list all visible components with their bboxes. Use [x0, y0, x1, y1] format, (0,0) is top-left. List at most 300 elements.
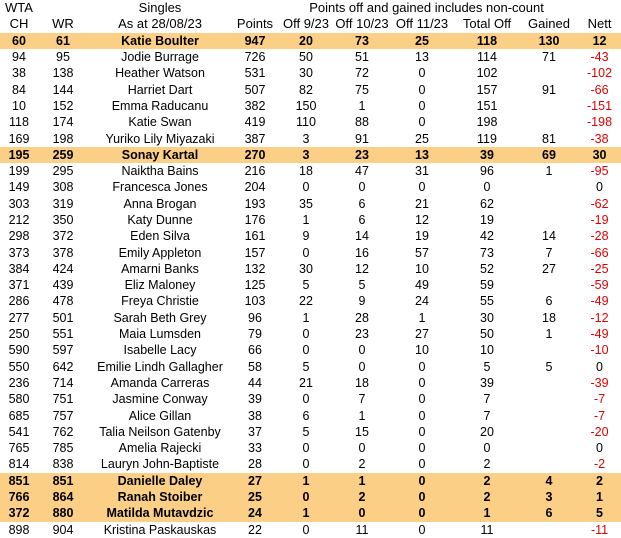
cell-wr: 319 — [52, 196, 74, 211]
cell-ch: 169 — [8, 131, 30, 146]
cell-off-9-23: 20 — [278, 33, 334, 49]
cell-off-10-23: 15 — [355, 424, 369, 439]
cell-gained — [520, 212, 578, 228]
cell-off-10-23: 9 — [358, 294, 366, 309]
cell-gained: 27 — [542, 261, 556, 276]
cell-off-10-23: 7 — [358, 392, 366, 407]
cell-ch: 766 — [0, 489, 38, 505]
cell-off-11-23: 10 — [415, 343, 429, 358]
cell-player-name: Matilda Mutavdzic — [88, 505, 232, 521]
cell-off-11-23: 13 — [390, 147, 454, 163]
cell-wr: 350 — [52, 213, 74, 227]
cell-nett: -38 — [590, 131, 609, 146]
cell-wr: 95 — [56, 50, 70, 65]
cell-player-name: Heather Watson — [115, 66, 205, 81]
table-row — [0, 505, 621, 521]
col-header-points: Points — [236, 16, 274, 32]
cell-points: 27 — [232, 473, 278, 489]
cell-wr: 757 — [52, 408, 74, 423]
cell-off-10-23: 47 — [355, 164, 369, 179]
cell-wr: 61 — [38, 33, 88, 49]
cell-off-9-23: 18 — [299, 164, 313, 179]
cell-off-11-23: 0 — [418, 424, 426, 439]
col-header-off-11-23: Off 11/23 — [395, 16, 449, 32]
cell-total-off: 39 — [480, 375, 494, 390]
header-wta: WTA — [5, 0, 33, 16]
cell-points: 103 — [244, 294, 266, 309]
cell-off-11-23: 13 — [415, 50, 429, 65]
cell-off-10-23: 23 — [334, 147, 390, 163]
cell-off-10-23: 1 — [334, 473, 390, 489]
table-row — [0, 407, 621, 423]
cell-player-name: Kristina Paskauskas — [103, 522, 217, 537]
cell-wr: 144 — [52, 82, 74, 97]
cell-nett: 0 — [596, 180, 603, 195]
table-row — [0, 130, 621, 146]
cell-total-off: 1 — [454, 505, 520, 521]
cell-player-name: Lauryn John-Baptiste — [100, 457, 220, 472]
cell-total-off: 10 — [480, 343, 494, 358]
cell-wr: 864 — [38, 489, 88, 505]
cell-nett: -7 — [593, 392, 606, 407]
cell-ch: 94 — [12, 50, 26, 65]
cell-off-10-23: 0 — [358, 359, 366, 374]
cell-off-11-23: 0 — [418, 441, 426, 456]
table-row — [0, 228, 621, 244]
cell-wr: 174 — [52, 115, 74, 130]
table-row — [0, 163, 621, 179]
cell-gained: 7 — [545, 245, 553, 260]
cell-off-10-23: 14 — [355, 229, 369, 244]
cell-ch: 550 — [8, 359, 30, 374]
cell-off-10-23: 0 — [358, 343, 366, 358]
cell-ch: 118 — [9, 115, 29, 130]
cell-wr: 372 — [52, 229, 74, 244]
cell-off-10-23: 5 — [358, 278, 366, 293]
cell-off-10-23: 11 — [355, 522, 369, 537]
cell-wr: 424 — [52, 261, 74, 276]
cell-wr: 904 — [52, 522, 74, 537]
cell-player-name: Katy Dunne — [127, 213, 193, 227]
cell-off-9-23: 3 — [302, 131, 310, 146]
table-body — [0, 33, 621, 538]
cell-gained: 1 — [545, 164, 553, 179]
cell-points: 96 — [248, 310, 262, 325]
cell-off-11-23: 57 — [415, 245, 429, 260]
cell-gained — [520, 391, 578, 407]
cell-gained — [520, 196, 578, 212]
cell-ch: 298 — [8, 229, 30, 244]
cell-points: 33 — [248, 441, 262, 456]
cell-points: 37 — [248, 424, 262, 439]
cell-wr: 152 — [52, 98, 74, 113]
cell-off-10-23: 91 — [355, 131, 369, 146]
table-row — [0, 359, 621, 375]
cell-gained — [520, 277, 578, 293]
table-row — [0, 391, 621, 407]
cell-wr: 378 — [52, 245, 74, 260]
cell-player-name: Jodie Burrage — [121, 50, 199, 65]
cell-player-name: Amarni Banks — [121, 261, 199, 276]
table-row — [0, 179, 621, 195]
cell-player-name: Amelia Rajecki — [118, 441, 202, 456]
cell-nett: -7 — [593, 408, 606, 423]
cell-gained: 69 — [520, 147, 578, 163]
col-header-as-at: As at 28/08/23 — [118, 16, 202, 32]
cell-points: 270 — [232, 147, 278, 163]
cell-nett: -19 — [590, 213, 609, 227]
cell-gained: 6 — [545, 294, 553, 309]
cell-off-9-23: 3 — [278, 147, 334, 163]
cell-off-10-23: 51 — [355, 50, 369, 65]
cell-wr: 785 — [52, 441, 74, 456]
cell-total-off: 62 — [480, 196, 494, 211]
table-row — [0, 342, 621, 358]
cell-nett: 30 — [578, 147, 621, 163]
table-row — [0, 440, 621, 456]
cell-player-name: Francesca Jones — [112, 180, 208, 195]
cell-gained — [520, 98, 578, 114]
cell-nett: -66 — [590, 245, 609, 260]
cell-total-off: 20 — [480, 424, 494, 439]
cell-points: 193 — [244, 196, 266, 211]
cell-ch: 212 — [8, 213, 30, 227]
table-row — [0, 244, 621, 260]
cell-points: 24 — [232, 505, 278, 521]
cell-player-name: Alice Gillan — [128, 408, 192, 423]
cell-off-9-23: 150 — [295, 98, 317, 113]
table-row — [0, 261, 621, 277]
cell-off-10-23: 88 — [355, 115, 369, 130]
cell-ch: 580 — [8, 392, 30, 407]
cell-off-9-23: 0 — [302, 180, 310, 195]
cell-off-11-23: 0 — [390, 489, 454, 505]
cell-total-off: 52 — [480, 261, 494, 276]
cell-ch: 250 — [8, 327, 30, 342]
cell-ch: 303 — [8, 196, 30, 211]
cell-off-9-23: 1 — [302, 310, 310, 325]
cell-total-off: 0 — [483, 441, 491, 456]
cell-off-11-23: 10 — [415, 261, 429, 276]
cell-gained: 5 — [545, 359, 553, 374]
cell-wr: 714 — [52, 375, 74, 390]
cell-off-11-23: 12 — [415, 213, 429, 227]
cell-off-11-23: 49 — [415, 278, 429, 293]
cell-player-name: Amanda Carreras — [110, 375, 210, 390]
cell-points: 947 — [232, 33, 278, 49]
cell-wr: 597 — [52, 343, 74, 358]
cell-ch: 898 — [8, 522, 30, 537]
cell-nett: -66 — [590, 82, 609, 97]
cell-off-10-23: 75 — [355, 82, 369, 97]
cell-player-name: Katie Boulter — [88, 33, 232, 49]
cell-wr: 751 — [52, 392, 74, 407]
cell-off-11-23: 0 — [390, 473, 454, 489]
cell-player-name: Danielle Daley — [88, 473, 232, 489]
cell-points: 161 — [244, 229, 266, 244]
cell-off-9-23: 0 — [302, 343, 310, 358]
cell-gained — [520, 456, 578, 472]
table-row — [0, 114, 621, 130]
cell-points: 216 — [244, 164, 266, 179]
cell-ch: 372 — [0, 505, 38, 521]
header-row-columns — [0, 16, 621, 32]
cell-gained: 71 — [542, 50, 556, 65]
cell-points: 25 — [232, 489, 278, 505]
table-row — [0, 277, 621, 293]
cell-total-off: 2 — [454, 489, 520, 505]
cell-total-off: 11 — [480, 522, 494, 537]
cell-off-10-23: 18 — [355, 375, 369, 390]
cell-off-10-23: 2 — [358, 457, 366, 472]
cell-off-9-23: 9 — [302, 229, 310, 244]
table-row — [0, 489, 621, 505]
cell-off-11-23: 25 — [390, 33, 454, 49]
cell-off-11-23: 24 — [415, 294, 429, 309]
cell-off-9-23: 82 — [299, 82, 313, 97]
cell-player-name: Isabelle Lacy — [123, 343, 197, 358]
cell-ch: 60 — [0, 33, 38, 49]
table-row — [0, 473, 621, 489]
cell-points: 66 — [248, 343, 262, 358]
cell-off-9-23: 110 — [296, 115, 316, 130]
cell-nett: 5 — [578, 505, 621, 521]
cell-total-off: 151 — [476, 98, 498, 113]
cell-wr: 838 — [52, 457, 74, 472]
cell-off-11-23: 0 — [418, 98, 426, 113]
cell-points: 28 — [248, 457, 262, 472]
cell-nett: -95 — [590, 164, 609, 179]
cell-off-11-23: 25 — [415, 131, 429, 146]
cell-total-off: 19 — [480, 213, 494, 227]
cell-player-name: Yuriko Lily Miyazaki — [105, 131, 215, 146]
cell-points: 125 — [244, 278, 266, 293]
cell-off-10-23: 12 — [355, 261, 369, 276]
cell-gained: 6 — [520, 505, 578, 521]
cell-off-11-23: 0 — [418, 522, 426, 537]
cell-nett: 1 — [578, 489, 621, 505]
cell-nett: -39 — [590, 375, 609, 390]
cell-off-11-23: 0 — [390, 505, 454, 521]
table-row — [0, 65, 621, 81]
cell-off-9-23: 35 — [299, 196, 313, 211]
cell-total-off: 2 — [454, 473, 520, 489]
table-row — [0, 81, 621, 97]
cell-wr: 642 — [52, 359, 74, 374]
cell-nett: -151 — [587, 98, 613, 113]
cell-off-10-23: 0 — [334, 505, 390, 521]
cell-nett: -198 — [587, 115, 613, 130]
cell-off-10-23: 1 — [358, 98, 366, 113]
cell-points: 531 — [244, 66, 266, 81]
cell-total-off: 73 — [480, 245, 494, 260]
cell-ch: 541 — [8, 424, 30, 439]
cell-ch: 590 — [8, 343, 30, 358]
cell-off-10-23: 6 — [358, 213, 366, 227]
cell-points: 382 — [244, 98, 266, 113]
cell-total-off: 118 — [454, 33, 520, 49]
cell-wr: 478 — [52, 294, 74, 309]
cell-ch: 38 — [12, 66, 26, 81]
cell-off-11-23: 27 — [415, 327, 429, 342]
cell-total-off: 102 — [476, 66, 498, 81]
table-row — [0, 49, 621, 65]
cell-total-off: 39 — [454, 147, 520, 163]
cell-ch: 371 — [8, 278, 30, 293]
cell-points: 507 — [244, 82, 266, 97]
cell-total-off: 7 — [483, 392, 491, 407]
cell-gained — [520, 407, 578, 423]
cell-nett: -62 — [590, 196, 609, 211]
cell-off-11-23: 0 — [418, 115, 426, 130]
col-header-gained: Gained — [528, 16, 570, 32]
table-row — [0, 212, 621, 228]
cell-player-name: Emilie Lindh Gallagher — [97, 359, 223, 374]
cell-gained — [520, 522, 578, 538]
cell-gained — [520, 65, 578, 81]
cell-points: 44 — [248, 375, 262, 390]
cell-ch: 277 — [8, 310, 30, 325]
cell-off-11-23: 0 — [418, 375, 426, 390]
cell-ch: 384 — [8, 261, 30, 276]
cell-nett: 2 — [578, 473, 621, 489]
cell-points: 176 — [244, 213, 266, 227]
cell-points: 132 — [244, 261, 266, 276]
cell-points: 58 — [248, 359, 262, 374]
table-row — [0, 375, 621, 391]
cell-ch: 84 — [12, 82, 26, 97]
cell-nett: 0 — [596, 359, 603, 374]
cell-total-off: 30 — [480, 310, 494, 325]
table-row — [0, 98, 621, 114]
header-subtitle: Points off and gained includes non-count — [309, 0, 544, 16]
cell-player-name: Eliz Maloney — [124, 278, 196, 293]
cell-total-off: 59 — [480, 278, 494, 293]
cell-player-name: Emma Raducanu — [111, 98, 209, 113]
cell-off-9-23: 30 — [299, 261, 313, 276]
table-row — [0, 522, 621, 538]
cell-off-10-23: 28 — [355, 310, 369, 325]
cell-nett: -102 — [587, 66, 613, 81]
cell-off-11-23: 0 — [418, 408, 426, 423]
header-singles: Singles — [138, 0, 182, 16]
cell-off-11-23: 31 — [415, 164, 429, 179]
cell-points: 157 — [244, 245, 266, 260]
cell-nett: -25 — [590, 261, 609, 276]
cell-total-off: 55 — [480, 294, 494, 309]
col-header-total-off: Total Off — [462, 16, 512, 32]
cell-wr: 439 — [52, 278, 74, 293]
table-row — [0, 33, 621, 49]
cell-off-10-23: 2 — [334, 489, 390, 505]
cell-nett: -20 — [590, 424, 609, 439]
cell-off-10-23: 73 — [334, 33, 390, 49]
cell-wr: 295 — [52, 164, 74, 179]
cell-total-off: 5 — [483, 359, 491, 374]
cell-off-11-23: 0 — [418, 180, 426, 195]
cell-gained — [520, 375, 578, 391]
cell-points: 38 — [248, 408, 262, 423]
cell-nett: -2 — [593, 457, 606, 472]
cell-off-11-23: 19 — [415, 229, 429, 244]
cell-total-off: 96 — [480, 164, 494, 179]
col-header-wr: WR — [52, 16, 74, 32]
cell-off-9-23: 0 — [302, 327, 310, 342]
cell-off-9-23: 5 — [302, 359, 310, 374]
cell-player-name: Ranah Stoiber — [88, 489, 232, 505]
cell-wr: 308 — [52, 180, 74, 195]
cell-off-11-23: 0 — [418, 359, 426, 374]
cell-nett: -10 — [590, 343, 609, 358]
cell-points: 79 — [248, 327, 262, 342]
cell-wr: 851 — [38, 473, 88, 489]
cell-gained: 1 — [545, 327, 553, 342]
cell-ch: 10 — [12, 98, 26, 113]
cell-nett: -11 — [590, 522, 609, 537]
cell-player-name: Sonay Kartal — [88, 147, 232, 163]
cell-gained — [520, 342, 578, 358]
cell-off-9-23: 5 — [302, 424, 310, 439]
cell-off-10-23: 72 — [355, 66, 369, 81]
table-row — [0, 326, 621, 342]
cell-gained: 130 — [520, 33, 578, 49]
cell-off-9-23: 30 — [299, 66, 313, 81]
cell-gained — [520, 424, 578, 440]
cell-player-name: Naiktha Bains — [121, 164, 199, 179]
cell-player-name: Emily Appleton — [118, 245, 202, 260]
cell-gained: 18 — [542, 310, 556, 325]
cell-wr: 880 — [38, 505, 88, 521]
cell-total-off: 114 — [477, 50, 497, 65]
table-row — [0, 310, 621, 326]
cell-off-9-23: 50 — [299, 50, 313, 65]
cell-ch: 765 — [8, 441, 30, 456]
cell-player-name: Jasmine Conway — [112, 392, 208, 407]
cell-player-name: Freya Christie — [121, 294, 199, 309]
col-header-off-9-23: Off 9/23 — [282, 16, 329, 32]
cell-nett: -43 — [590, 50, 609, 65]
cell-player-name: Talia Neilson Gatenby — [99, 424, 221, 439]
cell-total-off: 157 — [476, 82, 498, 97]
cell-gained: 3 — [520, 489, 578, 505]
cell-points: 387 — [244, 131, 266, 146]
cell-player-name: Eden Silva — [130, 229, 190, 244]
cell-gained — [520, 114, 578, 130]
cell-total-off: 50 — [480, 327, 494, 342]
cell-off-9-23: 21 — [299, 375, 313, 390]
cell-wr: 138 — [52, 66, 74, 81]
cell-player-name: Harriet Dart — [127, 82, 193, 97]
cell-ch: 195 — [0, 147, 38, 163]
cell-off-9-23: 1 — [278, 473, 334, 489]
header-row-top — [0, 0, 621, 16]
cell-points: 726 — [244, 50, 266, 65]
cell-gained — [520, 179, 578, 195]
cell-nett: 12 — [578, 33, 621, 49]
cell-off-11-23: 21 — [415, 196, 429, 211]
cell-off-9-23: 1 — [302, 213, 310, 227]
cell-off-10-23: 1 — [358, 408, 366, 423]
cell-off-10-23: 16 — [355, 245, 369, 260]
col-header-off-10-23: Off 10/23 — [335, 16, 389, 32]
cell-gained: 81 — [542, 131, 556, 146]
cell-nett: -12 — [590, 310, 609, 325]
cell-off-9-23: 0 — [278, 489, 334, 505]
cell-total-off: 7 — [483, 408, 491, 423]
cell-gained: 14 — [542, 229, 556, 244]
cell-ch: 199 — [8, 164, 30, 179]
cell-player-name: Katie Swan — [128, 115, 192, 130]
